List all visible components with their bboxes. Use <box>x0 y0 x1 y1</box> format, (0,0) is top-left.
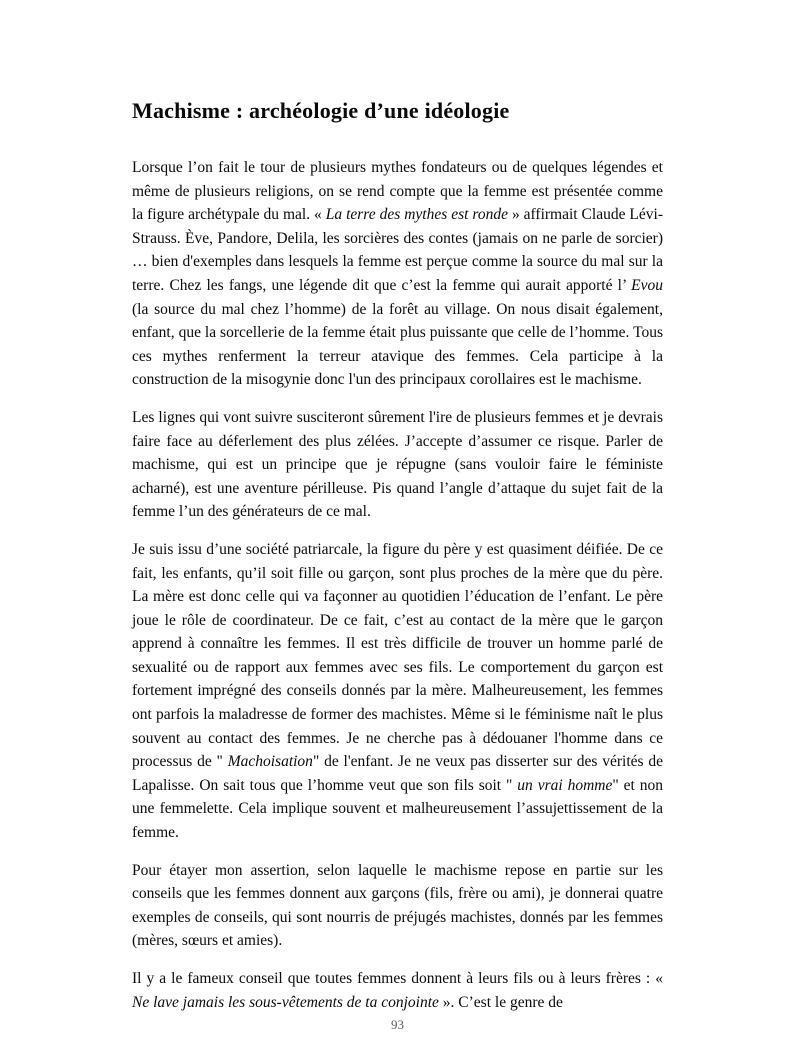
text-run-italic: un vrai homme <box>517 776 613 794</box>
text-run: Je suis issu d’une société patriarcale, la figure du père y est quasiment déifiée. De ce fait, les enfants, qu’il soit fille ou garçon, sont plus proches de la mère que du père. La mère est donc celle qui va façonner au quotidien l’éducation de l’enfant. Le père joue le rôle de coordinateur. De ce fait, c’est au contact de la mère que le garçon apprend à connaître les femmes. Il est très difficile de trouver un homme parlé de sexualité ou de rapport aux femmes avec ses fils. Le comportement du garçon est fortement imprégné des conseils donnés par la mère. Malheureusement, les femmes ont parfois la maladresse de former des machistes. Même si le féminisme naît le plus souvent au contact des femmes. Je ne cherche pas à dédouaner l'homme dans ce processus de " <box>132 540 663 771</box>
paragraph <box>132 538 663 845</box>
text-run: » affirmait Claude Lévi-Strauss. Ève, Pandore, Delila, les sorcières des contes (jamais on ne parle de sorcier) … bien d'exemples dans lesquels la femme est perçue comme la source du mal sur la terre. Chez les fangs, une légende dit que c’est la femme qui aurait apporté l’ <box>132 206 663 294</box>
paragraph <box>132 156 663 392</box>
text-run-italic: Evou <box>631 276 663 294</box>
text-run: (la source du mal chez l’homme) de la forêt au village. On nous disait également, enfant, que la sorcellerie de la femme était plus puissante que celle de l’homme. Tous ces mythes renferment la terreur atavique des femmes. Cela participe à la construction de la misogynie donc l'un des principaux corollaires est le machisme. <box>132 300 663 389</box>
document-paragraphs <box>132 156 663 1014</box>
text-run-italic: La terre des mythes est ronde <box>325 206 508 224</box>
page-title: Machisme : archéologie d’une idéologie <box>132 98 510 123</box>
paragraph <box>132 406 663 524</box>
text-run: Pour étayer mon assertion, selon laquelle le machisme repose en partie sur les conseils que les femmes donnent aux garçons (fils, frère ou ami), je donnerai quatre exemples de conseils, qui sont nourris de préjugés machistes, donnés par les femmes (mères, sœurs et amies). <box>132 861 663 950</box>
text-run-italic: Machoisation <box>227 753 313 771</box>
text-run-italic: Ne lave jamais les sous-vêtements de ta conjointe <box>132 993 439 1011</box>
text-run: " et non une femmelette. Cela implique souvent et malheureusement l’assujettissement de la femme. <box>132 776 663 842</box>
text-run: Lorsque l’on fait le tour de plusieurs mythes fondateurs ou de quelques légendes et même de plusieurs religions, on se rend compte que la femme est présentée comme la figure archétypale du mal. « <box>132 159 663 224</box>
text-run: Les lignes qui vont suivre susciteront sûrement l'ire de plusieurs femmes et je devrais faire face au déferlement des plus zélées. J’accepte d’assumer ce risque. Parler de machisme, qui est un principe que je répugne (sans vouloir faire le féministe acharné), est une aventure périlleuse. Pis quand l’angle d’attaque du sujet fait de la femme l’un des générateurs de ce mal. <box>132 408 663 521</box>
text-run: " de l'enfant. Je ne veux pas disserter sur des vérités de Lapalisse. On sait tous que l’homme veut que son fils soit " <box>132 753 663 794</box>
page-number: 93 <box>391 1017 404 1032</box>
text-run: Il y a le fameux conseil que toutes femmes donnent à leurs fils ou à leurs frères : « <box>132 970 663 987</box>
text-run: ». C’est le genre de <box>438 993 563 1011</box>
paragraph <box>132 967 663 1014</box>
paragraph <box>132 859 663 953</box>
